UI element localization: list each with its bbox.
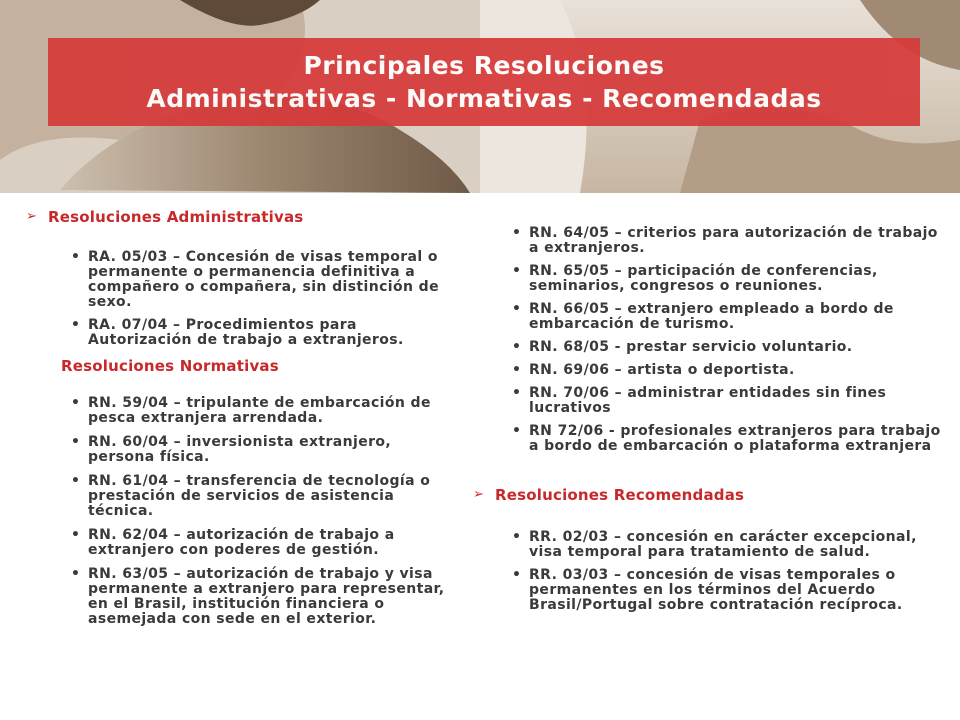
dot-bullet-icon: • [512,423,522,439]
dot-bullet-icon: • [71,317,81,333]
right-column [467,226,947,613]
list-item [500,340,947,355]
list-item [500,568,947,613]
list-item-text: RN. 70/06 – administrar entidades sin fines lucrativos [529,385,887,416]
section-heading-recomendadas [473,486,947,504]
list-item-text: RN. 61/04 – transferencia de tecnología o prestación de servicios de asistencia técnica. [88,473,431,519]
list-item [59,396,446,426]
dot-bullet-icon: • [512,263,522,279]
list-item [500,226,947,256]
list-item [59,528,446,558]
list-item-text: RN. 63/05 – autorización de trabajo y visa permanente a extranjero para representar, en el Brasil, institución financiera o asemejada con sede en el exterior. [88,566,445,627]
list-item [500,530,947,560]
dot-bullet-icon: • [512,362,522,378]
normativas-list-right [467,226,947,454]
dot-bullet-icon: • [512,339,522,355]
list-item-text: RN. 68/05 - prestar servicio voluntario. [529,339,853,355]
list-item-text: RN. 69/06 – artista o deportista. [529,362,795,378]
administrativas-list [26,250,446,348]
list-item [500,386,947,416]
dot-bullet-icon: • [71,527,81,543]
list-item [59,474,446,519]
left-column [26,208,446,627]
list-item-text: RR. 02/03 – concesión en carácter excepcional, visa temporal para tratamiento de salud. [529,529,917,560]
list-item [59,318,446,348]
list-item [59,435,446,465]
list-item [59,250,446,310]
list-item-text: RN 72/06 - profesionales extranjeros para trabajo a bordo de embarcación o plataforma extranjera [529,423,941,454]
normativas-list-left [26,396,446,627]
recomendadas-list [467,530,947,613]
arrowhead-bullet-icon: ➢ [26,209,38,224]
section-heading-administrativas [26,208,446,226]
arrowhead-bullet-icon: ➢ [473,487,485,502]
list-item-text: RN. 62/04 – autorización de trabajo a extranjero con poderes de gestión. [88,527,395,558]
page-title-line-1: Principales Resoluciones [303,51,665,80]
page-title-line-2: Administrativas - Normativas - Recomendadas [146,84,822,113]
dot-bullet-icon: • [71,566,81,582]
dot-bullet-icon: • [512,385,522,401]
section-heading-label: Resoluciones Recomendadas [495,486,745,504]
list-item-text: RN. 60/04 – inversionista extranjero, persona física. [88,434,392,465]
list-item-text: RN. 66/05 – extranjero empleado a bordo de embarcación de turismo. [529,301,894,332]
list-item [59,567,446,627]
dot-bullet-icon: • [512,567,522,583]
section-heading-label: Resoluciones Administrativas [48,208,304,226]
dot-bullet-icon: • [512,225,522,241]
dot-bullet-icon: • [512,301,522,317]
dot-bullet-icon: • [71,395,81,411]
list-item [500,363,947,378]
list-item [500,264,947,294]
list-item [500,302,947,332]
dot-bullet-icon: • [71,249,81,265]
dot-bullet-icon: • [71,473,81,489]
dot-bullet-icon: • [71,434,81,450]
list-item-text: RN. 64/05 – criterios para autorización de trabajo a extranjeros. [529,225,938,256]
title-banner [48,38,920,126]
dot-bullet-icon: • [512,529,522,545]
section-heading-normativas: Resoluciones Normativas [61,357,279,375]
list-item [500,424,947,454]
list-item-text: RA. 05/03 – Concesión de visas temporal o permanente o permanencia definitiva a compañero o compañera, sin distinción de sexo. [88,249,439,310]
list-item-text: RN. 65/05 – participación de conferencias, seminarios, congresos o reuniones. [529,263,878,294]
list-item-text: RA. 07/04 – Procedimientos para Autorización de trabajo a extranjeros. [88,317,404,348]
list-item-text: RR. 03/03 – concesión de visas temporales o permanentes en los términos del Acuerdo Brasil/Portugal sobre contratación recíproca. [529,567,903,613]
list-item-text: RN. 59/04 – tripulante de embarcación de pesca extranjera arrendada. [88,395,431,426]
